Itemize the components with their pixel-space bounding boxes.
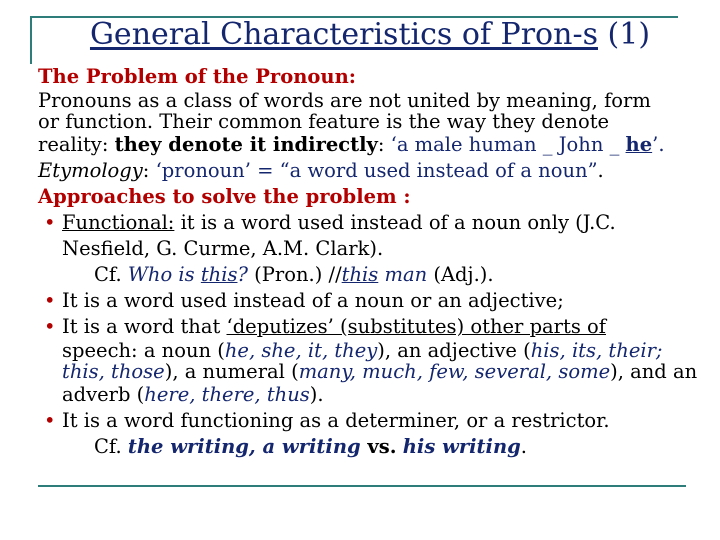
bullet-functional: • Functional: it is a word used instead of a noun only (J.C. (44, 211, 616, 234)
cf-pron-adj-example: Cf. Who is this? (Pron.) //this man (Adj.). (94, 263, 494, 286)
bullet-deputizes-line-3: this, those), a numeral (many, much, few, several, some), and an (62, 360, 698, 383)
cf-writing-example: Cf. the writing, a writing vs. his writing. (94, 435, 527, 458)
etymology-line: Etymology: ‘pronoun’ = “a word used instead of a noun”. (38, 159, 604, 182)
bullet-icon: • (44, 289, 56, 312)
problem-heading: The Problem of the Pronoun: (38, 65, 356, 88)
bullet-noun-adjective: • It is a word used instead of a noun or an adjective; (44, 289, 564, 312)
bottom-rule (38, 485, 686, 487)
bullet-deputizes-line-4: adverb (here, there, thus). (62, 383, 324, 406)
frame-left-rule (30, 16, 32, 64)
problem-line-3: reality: they denote it indirectly: ‘a male human _ John _ he’. (38, 133, 665, 156)
slide-title: General Characteristics of Pron-s (1) (89, 17, 651, 52)
approaches-heading: Approaches to solve the problem : (38, 185, 411, 208)
bullet-functional-cont: Nesfield, G. Curme, A.M. Clark). (62, 237, 384, 260)
bullet-deputizes: • It is a word that ‘deputizes’ (substitutes) other parts of (44, 315, 606, 338)
bullet-icon: • (44, 315, 56, 338)
bullet-determiner: • It is a word functioning as a determiner, or a restrictor. (44, 409, 610, 432)
slide-content (38, 64, 708, 460)
problem-line-2: or function. Their common feature is the way they denote (38, 110, 610, 133)
bullet-deputizes-line-2: speech: a noun (he, she, it, they), an adjective (his, its, their; (62, 339, 663, 362)
bullet-icon: • (44, 211, 56, 234)
bullet-icon: • (44, 409, 56, 432)
problem-line-1: Pronouns as a class of words are not united by meaning, form (38, 89, 651, 112)
